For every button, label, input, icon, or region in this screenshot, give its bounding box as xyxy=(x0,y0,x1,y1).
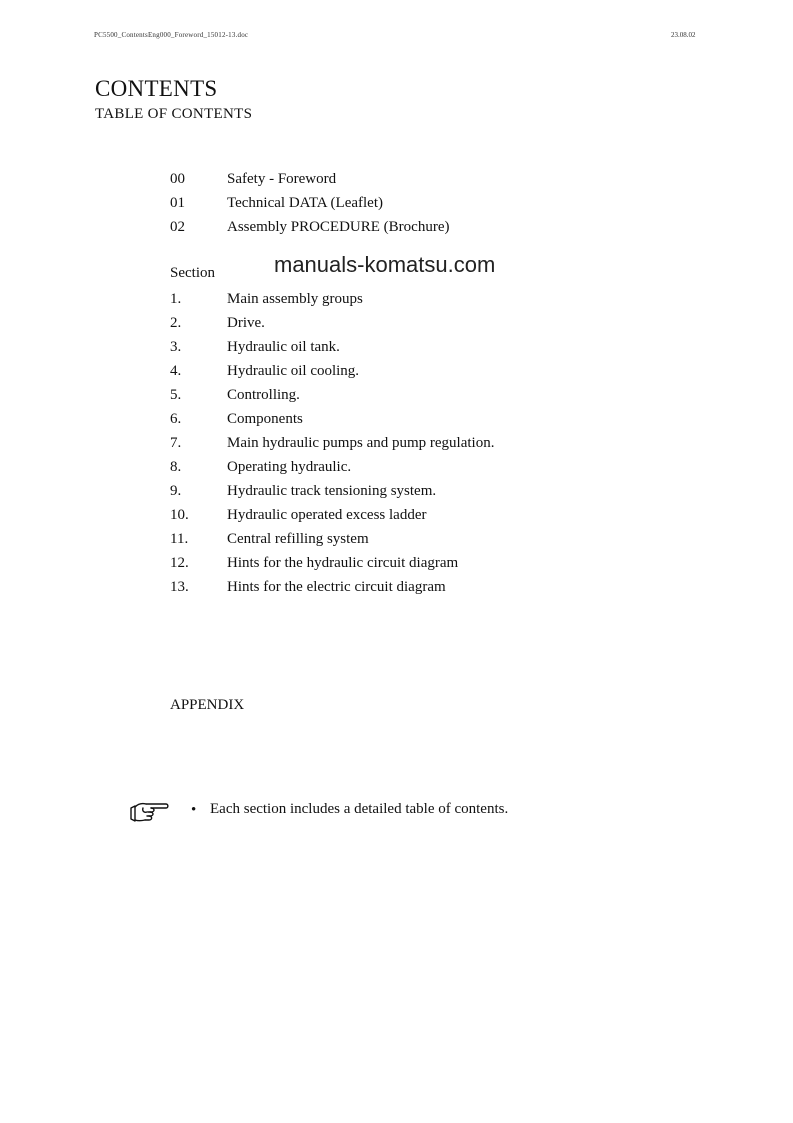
section-number: 12. xyxy=(170,555,189,571)
section-number: 8. xyxy=(170,459,182,475)
section-label: Main hydraulic pumps and pump regulation. xyxy=(227,435,495,451)
front-item-label: Safety - Foreword xyxy=(227,171,337,187)
section-number: 11. xyxy=(170,531,189,547)
page-subtitle: TABLE OF CONTENTS xyxy=(95,106,253,122)
section-item xyxy=(170,409,303,429)
section-label: Hydraulic oil tank. xyxy=(227,339,340,355)
section-number: 1. xyxy=(170,291,182,307)
section-label: Hints for the hydraulic circuit diagram xyxy=(227,555,459,571)
front-item-number: 02 xyxy=(170,219,185,235)
section-label: Hydraulic operated excess ladder xyxy=(227,507,427,523)
watermark-text: manuals-komatsu.com xyxy=(274,252,496,277)
section-label: Central refilling system xyxy=(227,531,369,547)
section-number: 10. xyxy=(170,507,189,523)
front-item-label: Assembly PROCEDURE (Brochure) xyxy=(227,219,450,235)
section-label: Hydraulic oil cooling. xyxy=(227,363,360,379)
section-number: 2. xyxy=(170,315,182,331)
section-item xyxy=(170,385,300,405)
front-item xyxy=(170,193,383,213)
note-text: Each section includes a detailed table of contents. xyxy=(210,801,509,817)
header-date: 23.08.02 xyxy=(671,31,696,39)
section-item xyxy=(170,505,427,525)
section-heading: Section xyxy=(170,265,215,281)
section-item xyxy=(170,433,494,453)
front-item-number: 00 xyxy=(170,171,185,187)
section-number: 5. xyxy=(170,387,182,403)
section-label: Hydraulic track tensioning system. xyxy=(227,483,437,499)
section-item xyxy=(170,529,369,549)
front-item xyxy=(170,217,449,237)
front-item-number: 01 xyxy=(170,195,185,211)
section-label: Drive. xyxy=(227,315,265,331)
section-item xyxy=(170,361,359,381)
front-item xyxy=(170,169,336,189)
note-bullet: • xyxy=(191,802,197,818)
section-item xyxy=(170,313,265,333)
section-item xyxy=(170,481,436,501)
section-label: Components xyxy=(227,411,303,427)
section-number: 4. xyxy=(170,363,182,379)
section-number: 9. xyxy=(170,483,182,499)
section-number: 7. xyxy=(170,435,182,451)
section-item xyxy=(170,289,363,309)
section-label: Main assembly groups xyxy=(227,291,363,307)
section-item xyxy=(170,553,458,573)
section-number: 3. xyxy=(170,339,182,355)
section-label: Hints for the electric circuit diagram xyxy=(227,579,446,595)
appendix-heading: APPENDIX xyxy=(170,697,245,713)
section-item xyxy=(170,337,340,357)
section-item xyxy=(170,457,351,477)
section-item xyxy=(170,577,446,597)
pointing-hand-icon xyxy=(129,800,171,826)
section-label: Controlling. xyxy=(227,387,300,403)
section-number: 6. xyxy=(170,411,182,427)
section-number: 13. xyxy=(170,579,189,595)
page-title: CONTENTS xyxy=(95,76,218,101)
front-item-label: Technical DATA (Leaflet) xyxy=(227,195,384,211)
section-label: Operating hydraulic. xyxy=(227,459,352,475)
header-file-name: PC5500_ContentsEng000_Foreword_15012-13.doc xyxy=(94,31,249,39)
